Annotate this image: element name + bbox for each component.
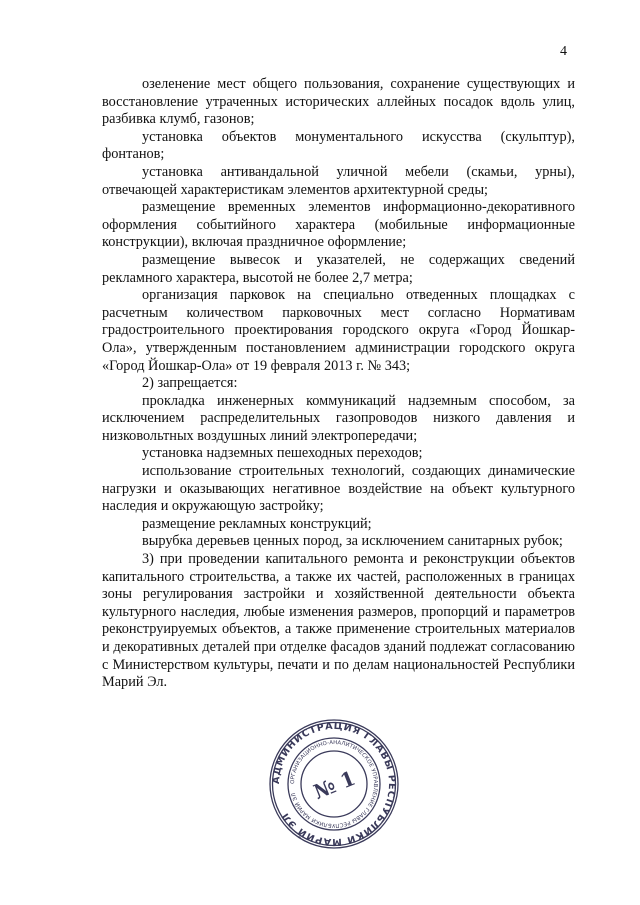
paragraph: установка объектов монументального искусства (скульптур), фонтанов;	[102, 128, 575, 163]
page-number: 4	[560, 44, 567, 59]
stamp-outer-text: АДМИНИСТРАЦИЯ ГЛАВЫ РЕСПУБЛИКИ МАРИЙ ЭЛ	[270, 720, 398, 848]
paragraph: озеленение мест общего пользования, сохранение существующих и восстановление утраченных исторических аллейных посадок вдоль улиц, разбивка клумб, газонов;	[102, 76, 575, 128]
stamp-number: № 1	[310, 765, 359, 805]
paragraph: размещение рекламных конструкций;	[142, 515, 372, 532]
paragraph: вырубка деревьев ценных пород, за исключением санитарных рубок;	[142, 533, 563, 550]
paragraph: размещение временных элементов информационно-декоративного оформления событийного характера (мобильные информационные конструкции), включая праздничное оформление;	[102, 199, 575, 251]
paragraph: использование строительных технологий, создающих динамические нагрузки и оказывающих негативное воздействие на объект культурного наследия и окружающую застройку;	[102, 463, 575, 515]
paragraph: прокладка инженерных коммуникаций надземным способом, за исключением распределительных газопроводов низкого давления и низковольтных воздушных линий электропередачи;	[102, 392, 575, 444]
official-stamp	[268, 718, 400, 850]
paragraph: 2) запрещается:	[142, 375, 238, 392]
paragraph: 3) при проведении капитального ремонта и реконструкции объектов капитального строительства, а также их частей, расположенных в границах зоны регулирования застройки и хозяйственной деятельности объекта культурного наследия, любые изменения размеров, пропорций и параметров реконструируемых объектов, а также применение строительных материалов и декоративных деталей при отделке фасадов зданий подлежат согласованию с Министерством культуры, печати и по делам национальностей Республики Марий Эл.	[102, 551, 575, 691]
paragraph: размещение вывесок и указателей, не содержащих сведений рекламного характера, высотой не более 2,7 метра;	[102, 251, 575, 286]
paragraph: организация парковок на специально отведенных площадках с расчетным количеством парковочных мест согласно Нормативам градостроительного проектирования городского округа «Город Йошкар-Ола», утвержденным постановлением администрации городского округа «Город Йошкар-Ола» от 19 февраля 2013 г. № 343;	[102, 287, 575, 374]
stamp-seal-icon	[268, 718, 400, 850]
document-body	[102, 76, 575, 692]
stamp-inner-text: ОРГАНИЗАЦИОННО-АНАЛИТИЧЕСКОЕ УПРАВЛЕНИЕ ГЛАВЫ РЕСПУБЛИКИ МАРИЙ ЭЛ	[289, 739, 379, 829]
paragraph: установка надземных пешеходных переходов;	[142, 445, 423, 462]
paragraph: установка антивандальной уличной мебели (скамьи, урны), отвечающей характеристикам элементов архитектурной среды;	[102, 163, 575, 198]
